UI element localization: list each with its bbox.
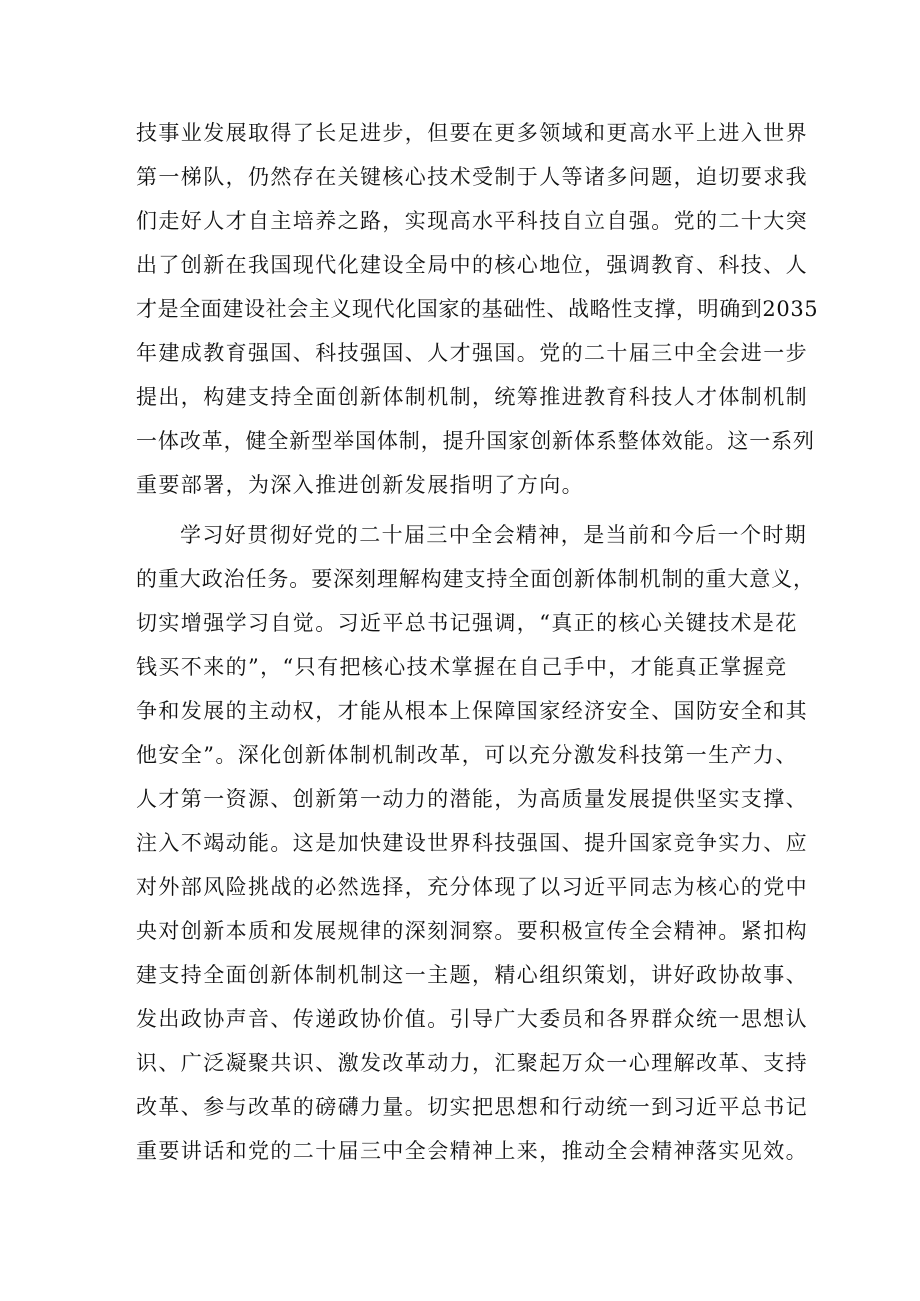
paragraph-2-line-14: 改革、参与改革的磅礴力量。切实把思想和行动统一到习近平总书记 xyxy=(136,1095,808,1119)
paragraph-2-line-11: 建支持全面创新体制机制这一主题，精心组织策划，讲好政协故事、 xyxy=(136,963,808,987)
paragraph-1-line-7: 提出，构建支持全面创新体制机制，统筹推进教育科技人才体制机制 xyxy=(136,385,808,409)
paragraph-2-line-13: 识、广泛凝聚共识、激发改革动力，汇聚起万众一心理解改革、支持 xyxy=(136,1051,808,1075)
paragraph-1-line-9: 重要部署，为深入推进创新发展指明了方向。 xyxy=(136,473,584,497)
paragraph-2-line-10: 央对创新本质和发展规律的深刻洞察。要积极宣传全会精神。紧扣构 xyxy=(136,919,808,943)
paragraph-1-line-6: 年建成教育强国、科技强国、人才强国。党的二十届三中全会进一步 xyxy=(136,341,808,365)
paragraph-1-line-8: 一体改革，健全新型举国体制，提升国家创新体系整体效能。这一系列 xyxy=(136,429,815,453)
paragraph-1-line-1: 技事业发展取得了长足进步，但要在更多领域和更高水平上进入世界 xyxy=(136,121,808,145)
paragraph-2-line-1: 学习好贯彻好党的二十届三中全会精神，是当前和今后一个时期 xyxy=(180,523,808,547)
paragraph-2-line-3: 切实增强学习自觉。习近平总书记强调，“真正的核心关键技术是花 xyxy=(136,611,798,635)
paragraph-2-line-9: 对外部风险挑战的必然选择，充分体现了以习近平同志为核心的党中 xyxy=(136,875,808,899)
paragraph-2-line-15: 重要讲话和党的二十届三中全会精神上来，推动全会精神落实见效。 xyxy=(136,1139,808,1163)
paragraph-2-line-7: 人才第一资源、创新第一动力的潜能，为高质量发展提供坚实支撑、 xyxy=(136,787,808,811)
paragraph-2-line-5: 争和发展的主动权，才能从根本上保障国家经济安全、国防安全和其 xyxy=(136,699,808,723)
paragraph-1-line-5: 才是全面建设社会主义现代化国家的基础性、战略性支撑，明确到2035 xyxy=(136,297,819,321)
body-text xyxy=(136,0,819,1301)
paragraph-1-line-4: 出了创新在我国现代化建设全局中的核心地位，强调教育、科技、人 xyxy=(136,253,808,277)
paragraph-2-line-12: 发出政协声音、传递政协价值。引导广大委员和各界群众统一思想认 xyxy=(136,1007,808,1031)
paragraph-1-line-3: 们走好人才自主培养之路，实现高水平科技自立自强。党的二十大突 xyxy=(136,209,808,233)
paragraph-2-line-2: 的重大政治任务。要深刻理解构建支持全面创新体制机制的重大意义， xyxy=(136,567,815,591)
paragraph-2-line-4: 钱买不来的”，“只有把核心技术掌握在自己手中，才能真正掌握竞 xyxy=(136,655,788,679)
paragraph-2-line-8: 注入不竭动能。这是加快建设世界科技强国、提升国家竞争实力、应 xyxy=(136,831,808,855)
paragraph-1-line-2: 第一梯队，仍然存在关键核心技术受制于人等诸多问题，迫切要求我 xyxy=(136,165,808,189)
paragraph-2-line-6: 他安全”。深化创新体制机制改革，可以充分激发科技第一生产力、 xyxy=(136,743,798,767)
